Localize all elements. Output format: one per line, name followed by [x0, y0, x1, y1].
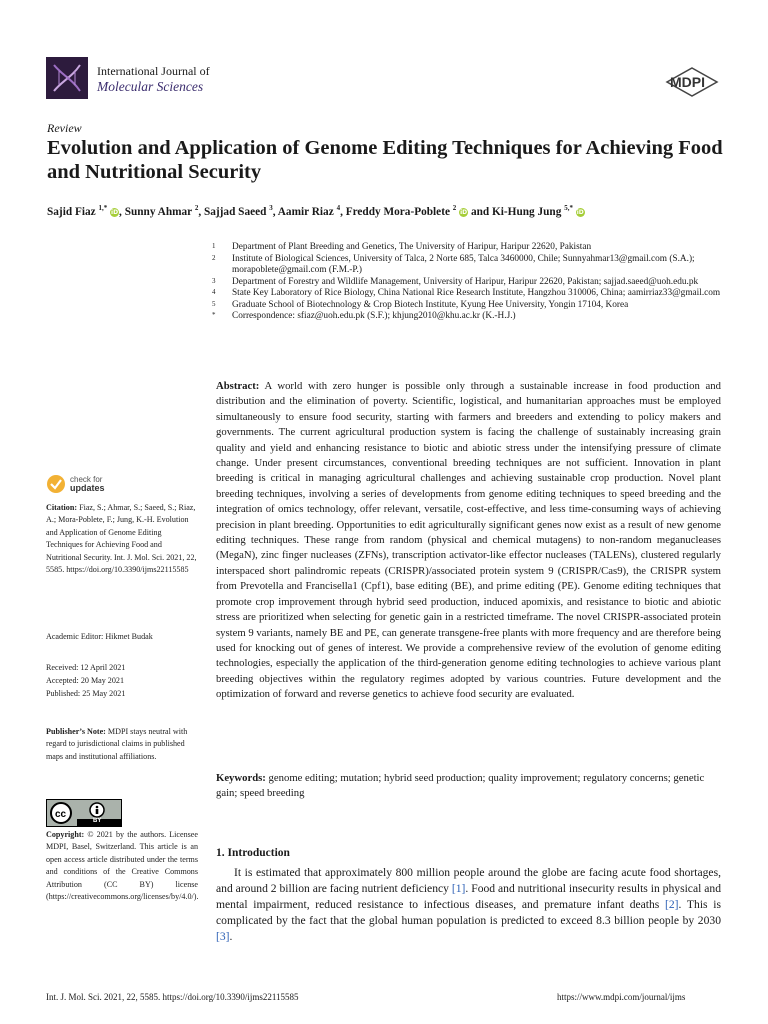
author-list: Sajid Fiaz $^{1,*}$ iD, Sunny Ahmar $^2$, Sajjad Saeed $^3$, Aamir Riaz $^4$, Freddy Mora-Poblete $^2$ iD and Ki-Hung Jung $^{5,*}$ iD — [47, 204, 584, 218]
affiliation: 4 State Key Laboratory of Rice Biology, China National Rice Research Institute, Hangzhou 310006, China; aamirriaz33@gmail.com — [212, 288, 721, 298]
affiliation: 5 Graduate School of Biotechnology & Crop Biotech Institute, Kyung Hee University, Yongin 17104, Korea — [212, 299, 629, 310]
intro-paragraph: It is estimated that approximately 800 million people around the globe are facing acute food shortages, and around 2 billion are facing nutrient deficiency [1]. Food and nutritional insecurity results in physical and mental impairment, reduced resistance to infectious diseases, and premature infant deaths [2]. This is complicated by the fact that the global human population is predicted to exceed 8.3 billion people by 2030 [3]. — [216, 866, 721, 943]
orcid-icon[interactable]: iD — [460, 208, 468, 216]
copyright-label: Copyright: — [46, 830, 85, 839]
citation-text: Fiaz, S.; Ahmar, S.; Saeed, S.; Riaz, A.; Mora-Poblete, F.; Jung, K.-H. Evolution and Application of Genome Editing Techniques for Achieving Food and Nutritional Security. Int. J. Mol. Sci. 2021, 22, 5585. https://doi.org/10.3390/ijms22115585 — [46, 503, 197, 575]
check-updates-icon — [46, 474, 66, 494]
accepted-date: Accepted: 20 May 2021 — [46, 676, 124, 685]
article-title: Evolution and Application of Genome Editing Techniques for Achieving Food and Nutritional Security — [47, 137, 723, 183]
academic-editor: Academic Editor: Hikmet Budak — [46, 632, 153, 641]
citation-label: Citation: — [46, 503, 78, 512]
mdpi-logo-text: MDPI — [670, 74, 705, 90]
affiliations — [212, 242, 732, 323]
keywords-label: Keywords: — [216, 772, 266, 784]
received-date: Received: 12 April 2021 — [46, 663, 126, 672]
citation — [46, 502, 198, 576]
mdpi-logo — [664, 67, 720, 102]
keywords — [216, 771, 721, 802]
cc-by-label: BY — [93, 818, 102, 824]
orcid-icon[interactable]: iD — [576, 208, 584, 216]
abstract-label: Abstract: — [216, 380, 260, 392]
check-for-updates-button[interactable] — [46, 474, 105, 494]
journal-line1: International Journal of — [97, 64, 210, 78]
affiliation: 1 Department of Plant Breeding and Genetics, The University of Haripur, Haripur 22620, Pakistan — [212, 242, 592, 252]
cc-by-license-badge[interactable] — [46, 799, 122, 827]
svg-text:cc: cc — [55, 809, 67, 820]
abstract — [216, 379, 721, 703]
abstract-text: A world with zero hunger is possible only through a sustainable increase in food production and distribution and the elimination of poverty. Scientific, logistical, and humanitarian approaches must be employed simultaneously to ensure food security, starting with farmers and breeders and extending to policy makers and governments. The current agricultural production system is facing the challenge of sustainably increasing grain quality and yield and enhancing resistance to biotic and abiotic stress under the intensifying pressure of climate change. Under present circumstances, conventional breeding techniques are not sufficient. Innovation in plant breeding is critical in managing agricultural challenges and achieving sustainable crop production. Novel plant breeding techniques, involving a series of developments from genome editing techniques to speed breeding and the integration of omics technology, offer relevant, versatile, cost-effective, and less time-consuming ways of achieving precision in plant breeding. Opportunities to edit agriculturally significant genes now exist as a result of new genome editing techniques. These range from random (physical and chemical mutagens) to non-random meganucleases (MegaN), zinc finger nucleases (ZFNs), transcription activator-like effector nucleases (TALENs), clustered regularly interspaced short palindromic repeats (CRISPR)/associated protein system 9 (CRISPR/Cas9), the CRISPR system from Prevotella and Francisella1 (Cpf1), base editing (BE), and prime editing (PE). Genome editing techniques that promote crop improvement through hybrid seed production, induced apomixis, and resistance to biotic and abiotic stress are prioritized when selecting for genetic gain in a restricted timeframe. The novel CRISPR-associated protein system 9 variants, namely BE and PE, can generate transgene-free plants with more frequency and are therefore being used for knocking out of genes of interest. We provide a comprehensive review of the evolution of genome editing technologies, especially the application of the third-generation genome editing technologies to achieve various plant breeding objectives within the regulatory regimes adopted by various countries. Future development and the optimization of forward and reverse genetics to achieve food security are evaluated. — [216, 380, 721, 701]
journal-line2: Molecular Sciences — [97, 79, 204, 94]
copyright — [46, 829, 198, 903]
reference-link[interactable]: [2] — [665, 898, 679, 911]
journal-logo — [46, 57, 88, 99]
affiliation: 2 Institute of Biological Sciences, University of Talca, 2 Norte 685, Talca 3460000, Chile; Sunnyahmar13@gmail.com (S.A.); morapoblete@gmail.com (F.M.-P.) — [212, 253, 695, 275]
publisher-note-label: Publisher’s Note: — [46, 727, 106, 736]
journal-name — [97, 64, 210, 94]
published-date: Published: 25 May 2021 — [46, 689, 126, 698]
orcid-icon[interactable]: iD — [111, 208, 119, 216]
publisher-note — [46, 726, 198, 763]
reference-link[interactable]: [1] — [451, 882, 466, 895]
affiliation-correspondence: * Correspondence: sfiaz@uoh.edu.pk (S.F.); khjung2010@khu.ac.kr (K.-H.J.) — [212, 311, 516, 321]
affiliation: 3 Department of Forestry and Wildlife Management, University of Haripur, Haripur 22620, Pakistan; sajjad.saeed@uoh.edu.pk — [212, 276, 699, 287]
copyright-text: © 2021 by the authors. Licensee MDPI, Basel, Switzerland. This article is an open access article distributed under the terms and conditions of the Creative Commons Attribution (CC BY) license (https://creativecommons.org/licenses/by/4.0/). — [46, 830, 199, 902]
keywords-text: genome editing; mutation; hybrid seed production; quality improvement; regulatory concerns; genetic gain; speed breeding — [216, 772, 705, 800]
section-heading: 1. Introduction — [216, 847, 290, 859]
article-type: Review — [47, 121, 82, 135]
check-line2: updates — [70, 483, 105, 493]
check-line1: check for — [70, 475, 103, 484]
footer-journal-url[interactable]: https://www.mdpi.com/journal/ijms — [557, 992, 686, 1002]
publisher-note-text: MDPI stays neutral with regard to jurisdictional claims in published maps and institutional affiliations. — [46, 727, 188, 761]
reference-link[interactable]: [3] — [216, 930, 230, 943]
footer-citation: Int. J. Mol. Sci. 2021, 22, 5585. https://doi.org/10.3390/ijms22115585 — [46, 992, 299, 1002]
